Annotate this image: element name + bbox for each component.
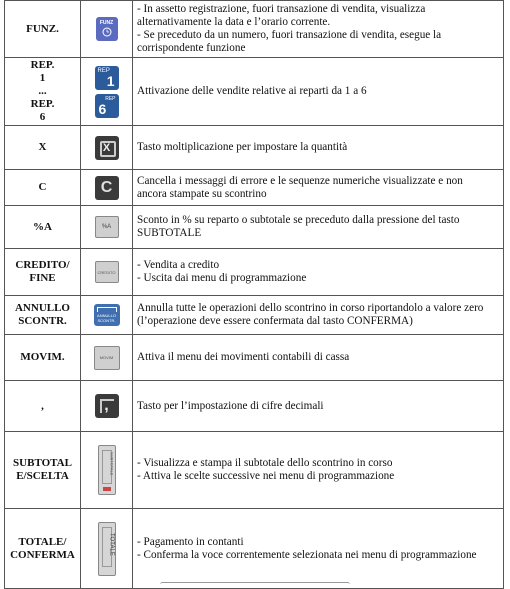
key-name-cell [5, 432, 81, 509]
key-image-cell [81, 296, 133, 335]
description-line: - Vendita a credito [137, 259, 220, 271]
description-cell [133, 249, 504, 296]
description-cell [133, 381, 504, 432]
key-image-cell [81, 509, 133, 589]
description-cell [133, 1, 504, 58]
percent-discount-key-icon [95, 216, 119, 238]
key-name: ... [38, 85, 47, 97]
table-row [5, 381, 504, 432]
description-cell [133, 296, 504, 335]
description-line: Annulla tutte le operazioni dello scontrino in corso riportandolo a valore zero [137, 302, 484, 314]
key-label: ANNULLO [97, 313, 116, 318]
key-label: REP [97, 67, 110, 74]
key-name: X [38, 141, 47, 153]
key-name: TOTALE/ [18, 535, 67, 548]
key-name: FUNZ. [26, 22, 59, 35]
key-image-cell [81, 335, 133, 381]
table-row [5, 335, 504, 381]
description-line: (l’operazione deve essere confermata dal tasto CONFERMA) [137, 315, 413, 327]
description-line: ancora stampate su scontrino [137, 187, 267, 200]
description-line: Tasto per l’impostazione di cifre decimali [137, 399, 324, 412]
key-label: TOTALE [108, 532, 115, 556]
description-cell [133, 509, 504, 589]
description-line: Attivazione delle vendite relative ai reparti da 1 a 6 [137, 85, 367, 97]
key-name-cell [5, 296, 81, 335]
table-row [5, 432, 504, 509]
key-label: 6 [98, 100, 107, 117]
key-name-cell [5, 335, 81, 381]
key-image-cell [81, 1, 133, 58]
description-cell [133, 170, 504, 206]
description-cell [133, 206, 504, 249]
table-row [5, 58, 504, 126]
key-name-cell [5, 249, 81, 296]
key-image-cell [81, 58, 133, 126]
description-cell [133, 126, 504, 170]
key-name: %A [33, 220, 52, 233]
key-label: SUBTOTALE [109, 452, 115, 476]
description-line: Sconto in % su reparto o subtotale se preceduto dalla pressione del tasto [137, 214, 460, 226]
rep-6-key-icon [95, 94, 119, 118]
table-row [5, 206, 504, 249]
description-line: Tasto moltiplicazione per impostare la quantità [137, 141, 348, 153]
key-label: %A [101, 224, 112, 230]
description-line: - Se preceduto da un numero, fuori transazione di vendita, esegue la [137, 29, 442, 41]
key-image-cell [81, 381, 133, 432]
description-line: - Conferma la voce correntemente selezionata nei menu di programmazione [137, 548, 477, 561]
description-line: SUBTOTALE [137, 227, 202, 239]
table-row [5, 170, 504, 206]
description-line: Attiva il menu dei movimenti contabili di cassa [137, 351, 350, 363]
key-image-cell [81, 432, 133, 509]
movimenti-key-icon [94, 346, 120, 370]
table-row [5, 296, 504, 335]
key-label: C [100, 178, 113, 196]
key-name-cell [5, 126, 81, 170]
table-row [5, 1, 504, 58]
subtotale-scelta-key-icon [98, 445, 116, 495]
clear-key-icon [95, 176, 119, 200]
key-image-cell [81, 170, 133, 206]
key-name-cell [5, 206, 81, 249]
funz-clock-key-icon [96, 17, 118, 41]
credito-fine-key-icon [95, 261, 119, 283]
key-image-cell [81, 249, 133, 296]
key-name-cell [5, 58, 81, 126]
key-name-cell [5, 509, 81, 589]
key-name: REP. [30, 98, 55, 110]
key-name: REP. [30, 59, 55, 71]
description-line: - In assetto registrazione, fuori transazione di vendita, visualizza [137, 3, 426, 15]
key-name: E/SCELTA [16, 470, 69, 482]
key-name: SUBTOTAL [13, 457, 72, 469]
description-cell [133, 335, 504, 381]
key-name-cell [5, 381, 81, 432]
key-name: 1 [39, 72, 46, 84]
key-function-table [4, 0, 504, 589]
key-label: MOVIM [99, 355, 114, 360]
key-label: SCONTR. [97, 318, 116, 323]
key-label: 1 [106, 72, 115, 89]
description-line: Cancella i messaggi di errore e le sequenze numeriche visualizzate e non [137, 174, 463, 187]
key-label: X [102, 141, 111, 154]
key-name: CREDITO/ [15, 259, 70, 271]
key-name-cell [5, 1, 81, 58]
description-line: alternativamente la data e l’orario corrente. [137, 16, 331, 28]
table-row [5, 126, 504, 170]
description-line: - Attiva le scelte successive nei menu di programmazione [137, 470, 395, 482]
description-cell [133, 432, 504, 509]
key-image-cell [81, 206, 133, 249]
comma-key-icon [95, 394, 119, 418]
table-row [5, 509, 504, 589]
key-name: 6 [39, 111, 46, 123]
page-edge-divider [160, 582, 350, 587]
key-name: C [38, 181, 47, 193]
key-label: CREDITO [97, 269, 116, 275]
description-line: - Uscita dai menu di programmazione [137, 272, 307, 284]
description-line: corrispondente funzione [137, 42, 246, 54]
rep-1-key-icon [95, 66, 119, 90]
key-name: SCONTR. [18, 315, 67, 327]
key-image-cell [81, 126, 133, 170]
key-label: , [104, 397, 109, 414]
description-line: - Pagamento in contanti [137, 535, 244, 548]
key-name: FINE [29, 272, 56, 284]
key-name-cell [5, 170, 81, 206]
key-name: ANNULLO [14, 302, 70, 314]
key-name: , [41, 399, 44, 412]
key-name: CONFERMA [10, 548, 75, 561]
description-line: - Visualizza e stampa il subtotale dello scontrino in corso [137, 457, 393, 469]
key-label: FUNZ [99, 20, 114, 26]
description-cell [133, 58, 504, 126]
multiply-key-icon [95, 136, 119, 160]
annullo-scontrino-key-icon [94, 304, 120, 326]
key-label: REP [105, 95, 116, 102]
table-row [5, 249, 504, 296]
key-name: MOVIM. [20, 351, 65, 363]
totale-conferma-key-icon [98, 522, 116, 576]
clock-icon [96, 17, 118, 41]
